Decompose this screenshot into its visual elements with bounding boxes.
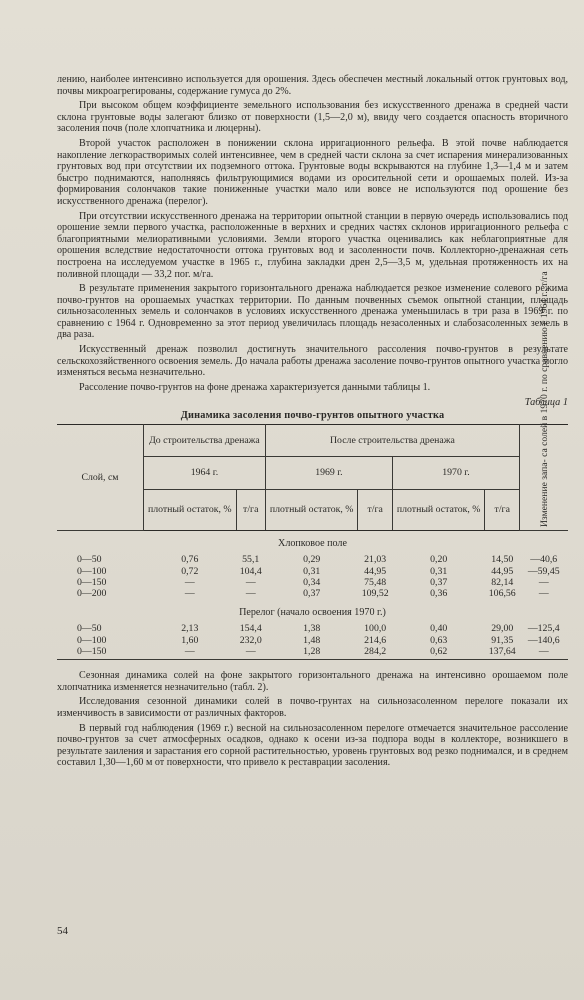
table-cell: 100,0 [364, 623, 387, 635]
table-cell: 0,40 [430, 623, 448, 635]
table-cell: —125,4 [527, 623, 560, 635]
table-cell: 0,31 [430, 565, 448, 577]
paragraph: Исследования сезонной динамики солей в почво-грунтах на сильнозасоленном перелоге показали их изменчивость в зависимости от различных факторов. [57, 696, 568, 719]
header-after-drainage: После строительства дренажа [265, 424, 519, 457]
header-t-ha: т/га [236, 489, 265, 530]
table-row [57, 623, 568, 634]
header-year-1969: 1969 г. [265, 457, 392, 490]
header-before-drainage: До строительства дренажа [144, 424, 266, 457]
table-cell: 0,72 [181, 565, 199, 577]
table-row [57, 577, 568, 588]
table-cell: 14,50 [491, 554, 514, 566]
table-cell: 106,56 [488, 588, 516, 600]
table-row [57, 565, 568, 576]
table-cell: 55,1 [242, 554, 260, 566]
table-cell: 0,63 [430, 634, 448, 646]
table-cell: 82,14 [491, 576, 514, 588]
table-cell: 0,37 [303, 588, 321, 600]
table-cell: 0,76 [181, 554, 199, 566]
table-row [57, 588, 568, 599]
paragraph: Искусственный дренаж позволил достигнуть значительного рассоления почво-грунтов в результате сельскохозяйственного освоения земель. До начала работы дренажа засоление почво-грунтов опытного участка могло изменяться весьма незначительно. [57, 344, 568, 379]
table-caption: Таблица 1 [524, 397, 568, 409]
table-cell: 1,48 [303, 634, 321, 646]
table-cell: — [144, 646, 237, 660]
header-year-1970: 1970 г. [392, 457, 519, 490]
table-row [57, 634, 568, 645]
header-change-text: Изменение запа- са солей в 1970 г. по сравнению с 1964 г., т/га [538, 271, 550, 527]
paragraph: При высоком общем коэффициенте земельного использования без искусственного дренажа в средней части склона грунтовые воды залегают близко от поверхности (1,5—2,0 м), ввиду чего создается опасность вторичного засоления почв (поле хлопчатника и люцерны). [57, 100, 568, 135]
table-cell-layer: 0—100 [77, 634, 107, 646]
table-cell-layer: 0—150 [57, 646, 144, 660]
table-cell: 0,37 [430, 576, 448, 588]
table-cell: —59,45 [527, 565, 560, 577]
table-cell: —140,6 [527, 634, 560, 646]
table-title: Динамика засоления почво-грунтов опытного участка [180, 410, 445, 422]
table-row [57, 554, 568, 565]
table-cell: 214,6 [364, 634, 387, 646]
table-cell-layer: 0—50 [77, 554, 102, 566]
table-cell: 0,62 [392, 646, 485, 660]
table-cell: 91,35 [491, 634, 514, 646]
table-cell: — [245, 588, 256, 600]
table-cell: — [538, 576, 549, 588]
table-body [57, 530, 568, 660]
paragraph: Второй участок расположен в понижении склона ирригационного рельефа. В этой почве наблюдается накопление легкорастворимых солей интенсивнее, чем в средней части склона за счет испарения минерализованных грунтовых вод при отсутствии их подземного оттока. Грунтовые воды вскрываются на глубине 1,3—1,4 м и затем быстро поднимаются, наполняясь фильтрующимися водами из оросительной сети и орошаемых полей. Из-за формирования солончаков такие пониженные участки мало или вовсе не используются под орошение без искусственного дренажа (перелог). [57, 137, 568, 207]
table-cell: — [245, 576, 256, 588]
table-cell: 0,20 [430, 554, 448, 566]
table-cell: — [184, 588, 195, 600]
table-cell: 0,31 [303, 565, 321, 577]
table-cell-layer: 0—150 [77, 576, 107, 588]
table-cell: 2,13 [181, 623, 199, 635]
header-t-ha: т/га [485, 489, 520, 530]
table-cell: 104,4 [239, 565, 262, 577]
paragraph: Сезонная динамика солей на фоне закрытого горизонтального дренажа на интенсивно орошаемом поле хлопчатника изменяется незначительно (табл. 2). [57, 670, 568, 693]
page-number: 54 [57, 925, 68, 937]
table-cell: — [520, 646, 569, 660]
table-cell: — [236, 646, 265, 660]
table-row [57, 646, 568, 660]
table-section-title: Перелог (начало освоения 1970 г.) [239, 606, 386, 618]
table-cell: 109,52 [361, 588, 389, 600]
table-cell: 29,00 [491, 623, 514, 635]
table-cell: 137,64 [485, 646, 520, 660]
table-cell: — [538, 588, 549, 600]
table-cell: 1,28 [265, 646, 358, 660]
table-cell: —40,6 [530, 554, 558, 566]
paragraph: лению, наиболее интенсивно используется для орошения. Здесь обеспечен местный локальный отток грунтовых вод, почвы микроагрегированы, содержание гумуса до 2%. [57, 74, 568, 97]
page-body [57, 74, 568, 772]
paragraph: Рассоление почво-грунтов на фоне дренажа характеризуется данными таблицы 1. [79, 381, 431, 393]
table-cell: 21,03 [364, 554, 387, 566]
table-cell: 75,48 [364, 576, 387, 588]
header-dry-residue: плотный остаток, % [144, 489, 237, 530]
paragraph: В первый год наблюдения (1969 г.) весной на сильнозасоленном перелоге отмечается значительное рассоление почво-грунтов за счет атмосферных осадков, однако к осени из-за подпора воды в коллекторе, возникшего в результате заиления и зарастания его сорной растительностью, уровень грунтовых вод резко поднимался, и в среднем составил 1,30—1,60 м от поверхности, что привело к реставрации засоления. [57, 722, 568, 769]
table-cell: 44,95 [491, 565, 514, 577]
table-cell: 1,60 [181, 634, 199, 646]
header-t-ha: т/га [358, 489, 392, 530]
table-cell: 0,36 [430, 588, 448, 600]
table-cell: 284,2 [358, 646, 392, 660]
table-cell: — [184, 576, 195, 588]
text-after-table [57, 670, 568, 769]
header-dry-residue: плотный остаток, % [392, 489, 485, 530]
table-cell: 1,38 [303, 623, 321, 635]
table-cell: 0,29 [303, 554, 321, 566]
table-cell-layer: 0—200 [77, 588, 107, 600]
paragraph: В результате применения закрытого горизонтального дренажа наблюдается резкое изменение солевого режима почво-грунтов на орошаемых участках территории. По данным почвенных съемок опытной станции, площадь сильнозасоленных земель и солончаков в условиях искусственного дренажа уменьшилась в три раза в 1969 г. по сравнению с 1964 г. Одновременно за этот период увеличилась площадь незасоленных и слабозасоленных земель в два раза. [57, 283, 568, 341]
header-year-1964: 1964 г. [144, 457, 266, 490]
table-cell-layer: 0—50 [77, 623, 102, 635]
table-section-title: Хлопковое поле [278, 537, 347, 549]
table-cell: 0,34 [303, 576, 321, 588]
table-cell: 154,4 [239, 623, 262, 635]
paragraph: При отсутствии искусственного дренажа на территории опытной станции в первую очередь использовались под орошение земли первого участка, расположенные в верхних и средних частях склонов ирригационного рельефа с благоприятными мелиоративными условиями. Земли второго участка оценивались как неблагоприятные для орошения вследствие недостаточности оттока грунтовых вод и засоленности почв. Коллекторно-дренажная сеть построена на исследуемом участке в 1965 г., глубина закладки дрен 2,5—3,5 м, удельная протяженность их на поливной площади — 33,2 пог. м/га. [57, 210, 568, 280]
header-dry-residue: плотный остаток, % [265, 489, 358, 530]
table-cell: 44,95 [364, 565, 387, 577]
header-layer: Слой, см [57, 424, 144, 530]
table-cell: 232,0 [239, 634, 262, 646]
table-cell-layer: 0—100 [77, 565, 107, 577]
